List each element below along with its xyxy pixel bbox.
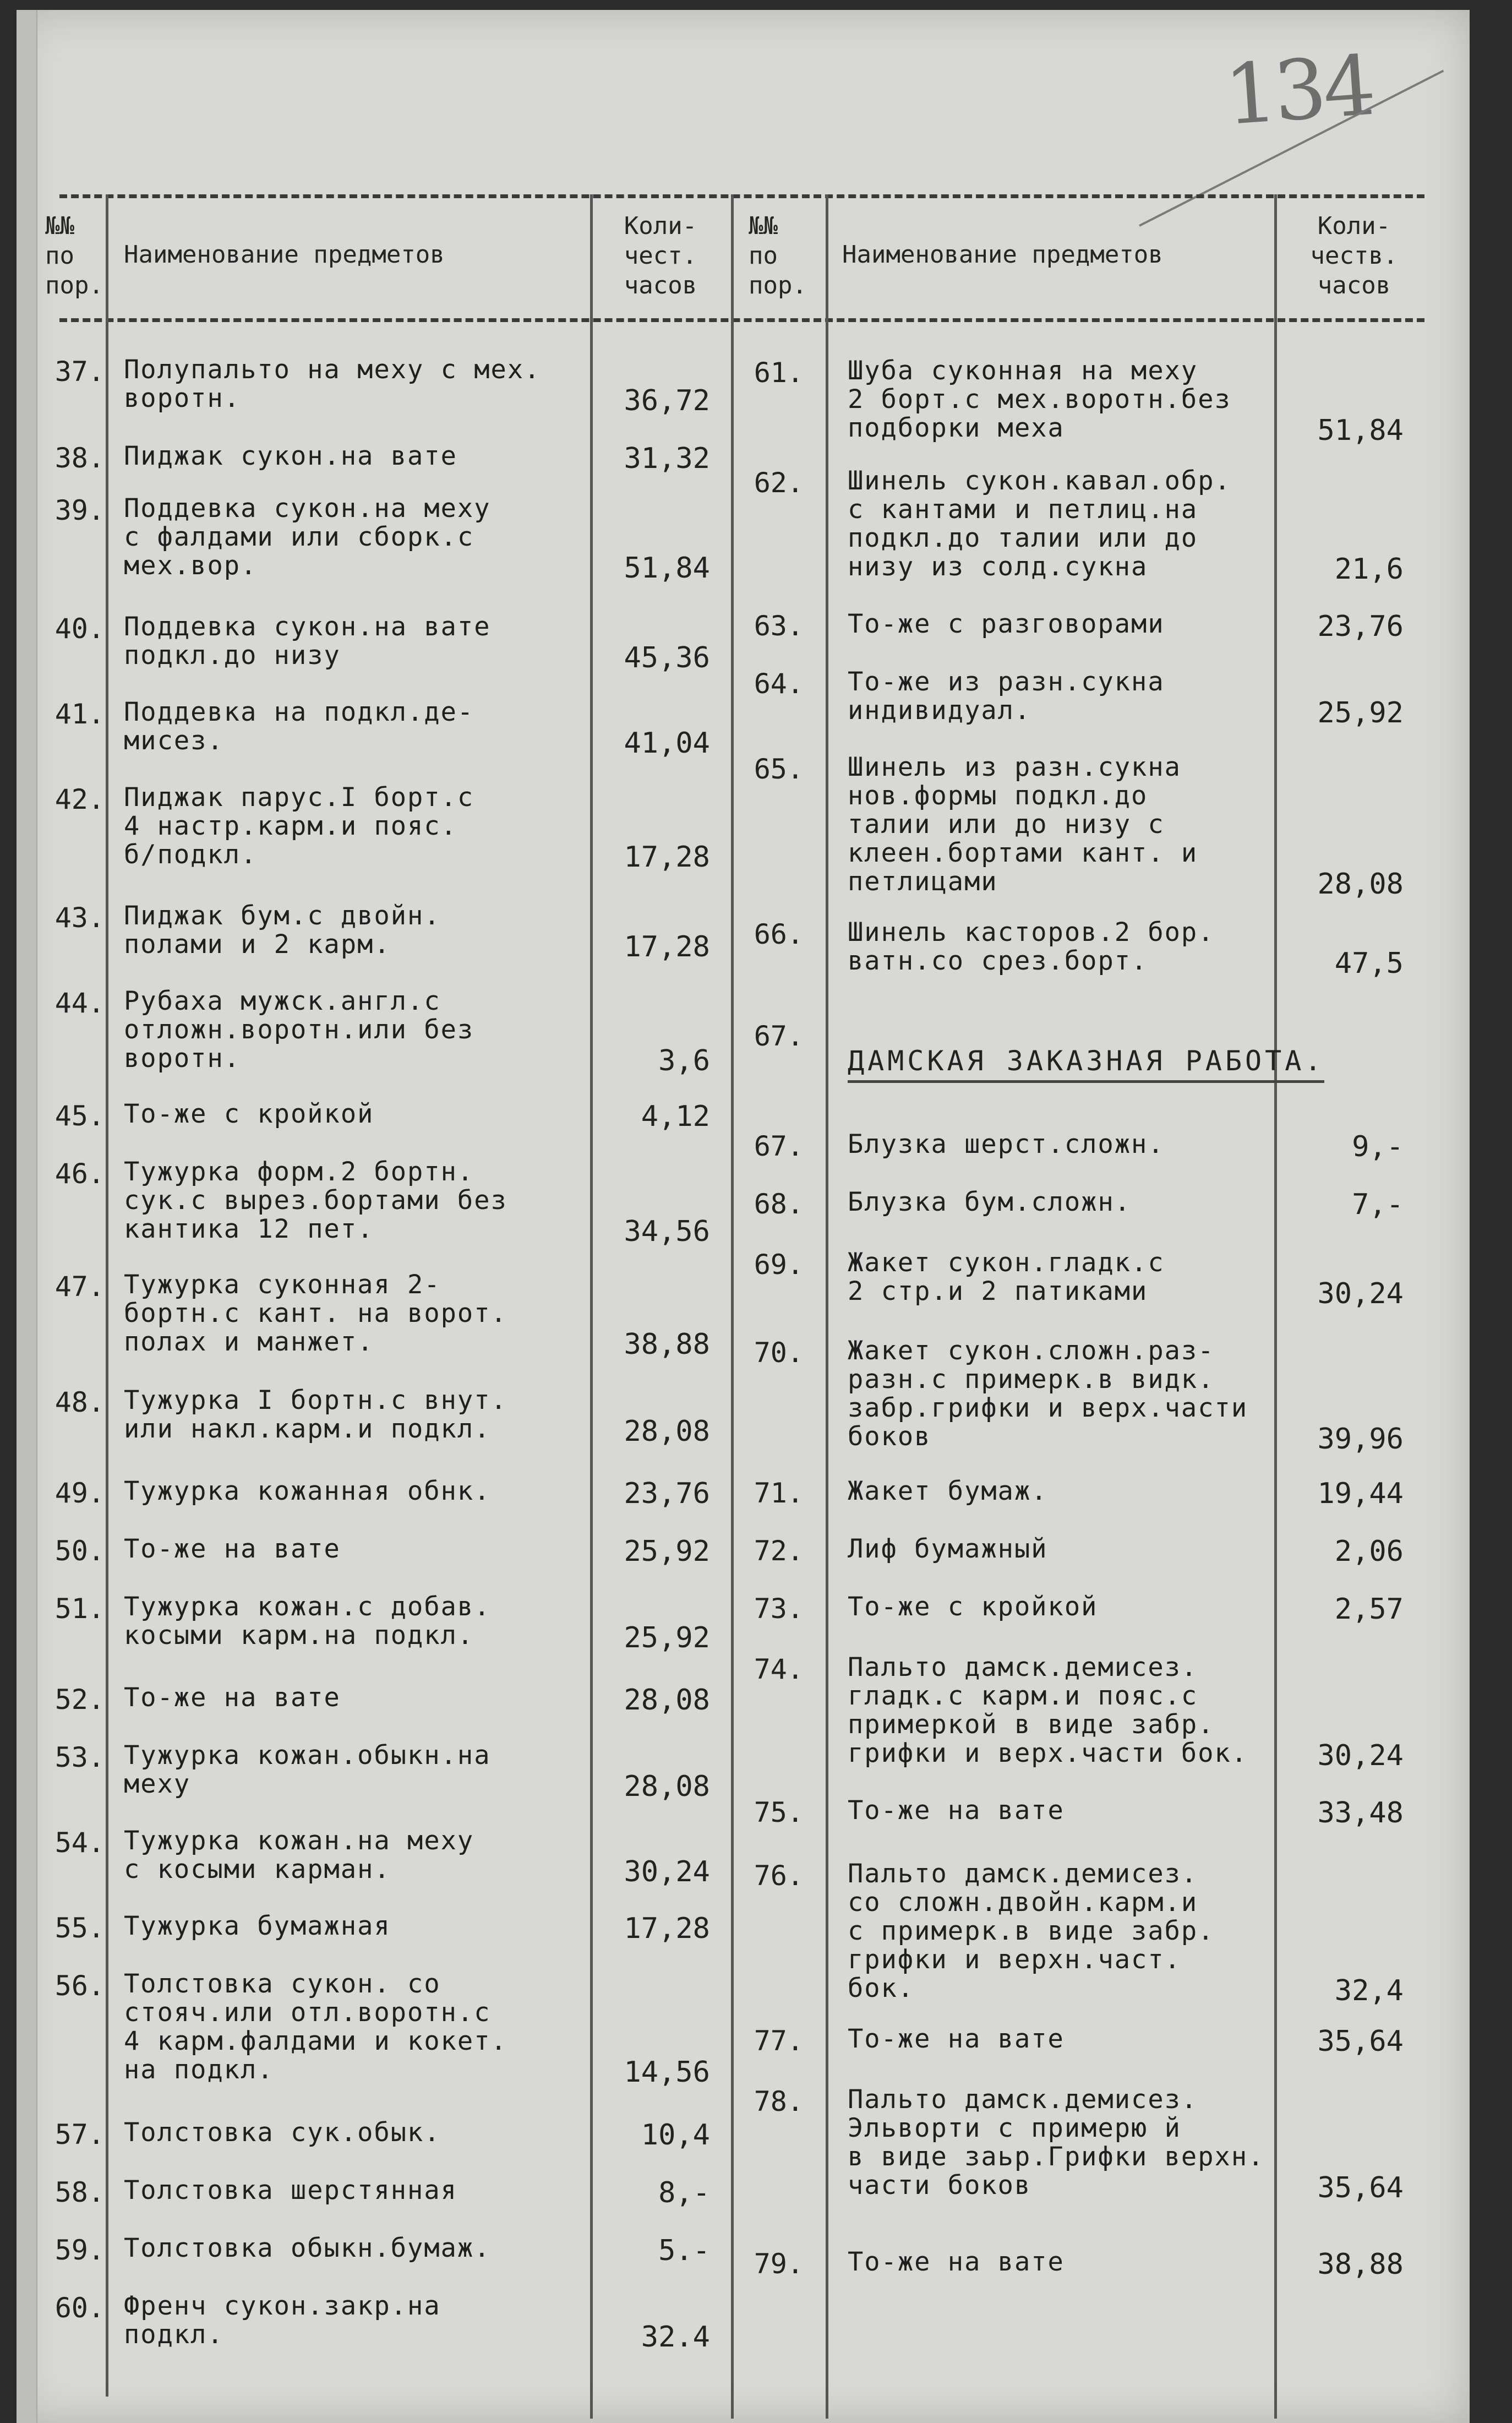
item-name: Шинель касторов.2 бор. ватн.со срез.борт. (848, 917, 1215, 976)
hours-value: 10,4 (641, 2119, 710, 2152)
header-number-right: №№ по пор. (749, 212, 807, 300)
hours-value: 33,48 (1317, 1796, 1404, 1829)
item-name: Лиф бумажный (848, 1534, 1048, 1564)
item-name: То-же с кройкой (124, 1099, 374, 1129)
item-name: Блузка шерст.сложн. (848, 1129, 1165, 1159)
hours-value: 7,- (1352, 1188, 1404, 1221)
item-name: Толстовка обыкн.бумаж. (124, 2233, 491, 2263)
item-name: Тужурка кожан.обыкн.на меху (124, 1740, 491, 1799)
item-name: Пальто дамск.демисез. Эльворти с примерю й в виде заьр.Грифки верхн. части боков (848, 2084, 1265, 2201)
item-name: Пальто дамск.демисез. со сложн.двойн.карм.и с примерк.в виде забр. грифки и верхн.част. бок. (848, 1859, 1215, 2003)
hours-value: 14,56 (624, 2056, 710, 2089)
row-number: 38. (54, 442, 105, 474)
hours-value: 25,92 (624, 1535, 710, 1568)
row-number: 52. (54, 1684, 105, 1716)
row-number: 73. (754, 1593, 804, 1625)
row-number: 62. (754, 467, 804, 499)
row-number: 74. (754, 1653, 804, 1685)
item-name: Жакет сукон.сложн.раз- разн.с примерк.в видк. забр.грифки и верх.части боков (848, 1336, 1248, 1452)
hours-value: 17,28 (624, 1912, 710, 1945)
item-name: Блузка бум.сложн. (848, 1187, 1132, 1217)
hours-value: 28,08 (1317, 868, 1404, 901)
item-name: Тужурка суконная 2- бортн.с кант. на ворот. полах и манжет. (124, 1270, 507, 1357)
hours-value: 35,64 (1317, 2025, 1404, 2058)
hours-value: 51,84 (1317, 414, 1404, 447)
item-name: То-же на вате (848, 2247, 1065, 2277)
item-name: Рубаха мужск.англ.с отложн.воротн.или без воротн. (124, 986, 474, 1074)
row-number: 67. (754, 1020, 804, 1052)
item-name: Пиджак бум.с двойн. полами и 2 карм. (124, 901, 441, 960)
row-number: 37. (54, 356, 105, 388)
row-number: 75. (754, 1796, 804, 1828)
hours-value: 28,08 (624, 1770, 710, 1803)
item-name: То-же с разговорами (848, 609, 1165, 639)
item-name: Шинель сукон.кавал.обр. с кантами и петлиц.на подкл.до талии или до низу из солд.сукна (848, 466, 1231, 582)
item-name: Толстовка шерстянная (124, 2175, 457, 2206)
column-divider (731, 194, 734, 2419)
item-name: Шинель из разн.сукна нов.формы подкл.до талии или до низу с клеен.бортами кант. и петлицами (848, 752, 1198, 897)
column-divider (590, 194, 593, 2419)
header-top-rule (59, 194, 1424, 198)
hours-value: 34,56 (624, 1215, 710, 1248)
folio-number: 134 (1221, 37, 1376, 144)
hours-value: 21,6 (1334, 553, 1404, 586)
item-name: Шуба суконная на меху 2 борт.с мех.воротн.без подборки меха (848, 356, 1231, 443)
header-bottom-rule (59, 318, 1424, 322)
row-number: 39. (54, 494, 105, 526)
hours-value: 32.4 (641, 2321, 710, 2354)
header-name-left: Наименование предметов (124, 241, 445, 269)
row-number: 40. (54, 613, 105, 645)
row-number: 77. (754, 2025, 804, 2057)
hours-value: 30,24 (624, 1855, 710, 1888)
item-name: То-же на вате (124, 1534, 341, 1564)
row-number: 78. (754, 2086, 804, 2117)
hours-value: 4,12 (641, 1100, 710, 1133)
row-number: 46. (54, 1158, 105, 1190)
row-number: 43. (54, 902, 105, 934)
section-title: ДАМСКАЯ ЗАКАЗНАЯ РАБОТА. (848, 1045, 1324, 1083)
row-number: 41. (54, 698, 105, 730)
row-number: 45. (54, 1100, 105, 1132)
row-number: 68. (754, 1188, 804, 1220)
item-name: Пальто дамск.демисез. гладк.с карм.и пояс.с примеркой в виде забр. грифки и верх.части бок. (848, 1652, 1248, 1768)
hours-value: 3,6 (658, 1044, 710, 1077)
item-name: Тужурка кожан.на меху с косыми карман. (124, 1826, 474, 1885)
row-number: 47. (54, 1271, 105, 1303)
hours-value: 25,92 (1317, 696, 1404, 729)
hours-value: 47,5 (1334, 947, 1404, 980)
document-page (17, 10, 1470, 2423)
item-name: Поддевка сукон.на меху с фалдами или сборк.с мех.вор. (124, 493, 491, 581)
item-name: То-же с кройкой (848, 1592, 1098, 1622)
row-number: 70. (754, 1337, 804, 1369)
column-divider (826, 194, 828, 2419)
hours-value: 9,- (1352, 1130, 1404, 1163)
row-number: 49. (54, 1477, 105, 1509)
hours-value: 45,36 (624, 641, 710, 674)
row-number: 61. (754, 357, 804, 389)
item-name: То-же на вате (124, 1683, 341, 1713)
item-name: Жакет бумаж. (848, 1476, 1048, 1506)
hours-value: 31,32 (624, 442, 710, 475)
row-number: 54. (54, 1827, 105, 1859)
hours-value: 5.- (658, 2234, 710, 2267)
hours-value: 28,08 (624, 1415, 710, 1448)
hours-value: 36,72 (624, 384, 710, 417)
hours-value: 2,06 (1334, 1535, 1404, 1568)
row-number: 72. (754, 1535, 804, 1567)
hours-value: 41,04 (624, 727, 710, 760)
row-number: 51. (54, 1593, 105, 1625)
row-number: 60. (54, 2292, 105, 2324)
row-number: 59. (54, 2234, 105, 2266)
item-name: То-же на вате (848, 2024, 1065, 2054)
item-name: Жакет сукон.гладк.с 2 стр.и 2 патиками (848, 1248, 1165, 1306)
item-name: Пиджак сукон.на вате (124, 441, 457, 471)
item-name: То-же на вате (848, 1795, 1065, 1826)
hours-value: 25,92 (624, 1621, 710, 1654)
row-number: 79. (754, 2248, 804, 2280)
row-number: 58. (54, 2176, 105, 2208)
row-number: 44. (54, 987, 105, 1019)
hours-value: 17,28 (624, 930, 710, 963)
row-number: 42. (54, 783, 105, 815)
row-number: 57. (54, 2119, 105, 2150)
item-name: Тужурка кожанная обнк. (124, 1476, 491, 1506)
row-number: 53. (54, 1741, 105, 1773)
item-name: Толстовка сук.обык. (124, 2117, 441, 2148)
row-number: 50. (54, 1535, 105, 1567)
header-name-right: Наименование предметов (842, 241, 1163, 269)
item-name: То-же из разн.сукна индивидуал. (848, 667, 1165, 726)
hours-value: 2,57 (1334, 1593, 1404, 1626)
header-qty-left: Коли- чест. часов (624, 212, 697, 300)
row-number: 65. (754, 753, 804, 785)
hours-value: 28,08 (624, 1684, 710, 1717)
hours-value: 35,64 (1317, 2171, 1404, 2204)
row-number: 63. (754, 610, 804, 642)
hours-value: 23,76 (624, 1477, 710, 1510)
item-name: Поддевка на подкл.де- мисез. (124, 697, 474, 756)
hours-value: 30,24 (1317, 1739, 1404, 1772)
row-number: 69. (754, 1249, 804, 1281)
item-name: Тужурка кожан.с добав. косыми карм.на подкл. (124, 1592, 491, 1651)
hours-value: 30,24 (1317, 1277, 1404, 1310)
row-number: 55. (54, 1912, 105, 1944)
hours-value: 38,88 (1317, 2248, 1404, 2281)
hours-value: 32,4 (1334, 1974, 1404, 2007)
hours-value: 51,84 (624, 552, 710, 585)
column-divider (106, 194, 108, 2397)
row-number: 48. (54, 1386, 105, 1418)
row-number: 66. (754, 918, 804, 950)
item-name: Френч сукон.закр.на подкл. (124, 2291, 441, 2350)
hours-value: 8,- (658, 2176, 710, 2209)
row-number: 67. (754, 1130, 804, 1162)
item-name: Пиджак парус.I борт.с 4 настр.карм.и пояс. б/подкл. (124, 782, 474, 870)
row-number: 76. (754, 1860, 804, 1892)
hours-value: 23,76 (1317, 610, 1404, 643)
header-number-left: №№ по пор. (45, 212, 103, 300)
item-name: Тужурка I бортн.с внут. или накл.карм.и подкл. (124, 1385, 507, 1444)
hours-value: 19,44 (1317, 1477, 1404, 1510)
item-name: Тужурка форм.2 бортн. сук.с вырез.бортами без кантика 12 пет. (124, 1157, 507, 1244)
hours-value: 39,96 (1317, 1423, 1404, 1456)
item-name: Тужурка бумажная (124, 1911, 391, 1941)
item-name: Полупальто на меху с мех. воротн. (124, 355, 541, 413)
hours-value: 17,28 (624, 841, 710, 874)
item-name: Толстовка сукон. со стояч.или отл.воротн.с 4 карм.фалдами и кокет. на подкл. (124, 1969, 507, 2085)
row-number: 64. (754, 668, 804, 700)
row-number: 71. (754, 1477, 804, 1509)
header-qty-right: Коли- честв. часов (1310, 212, 1398, 300)
hours-value: 38,88 (624, 1328, 710, 1361)
row-number: 56. (54, 1970, 105, 2002)
item-name: Поддевка сукон.на вате подкл.до низу (124, 612, 491, 671)
